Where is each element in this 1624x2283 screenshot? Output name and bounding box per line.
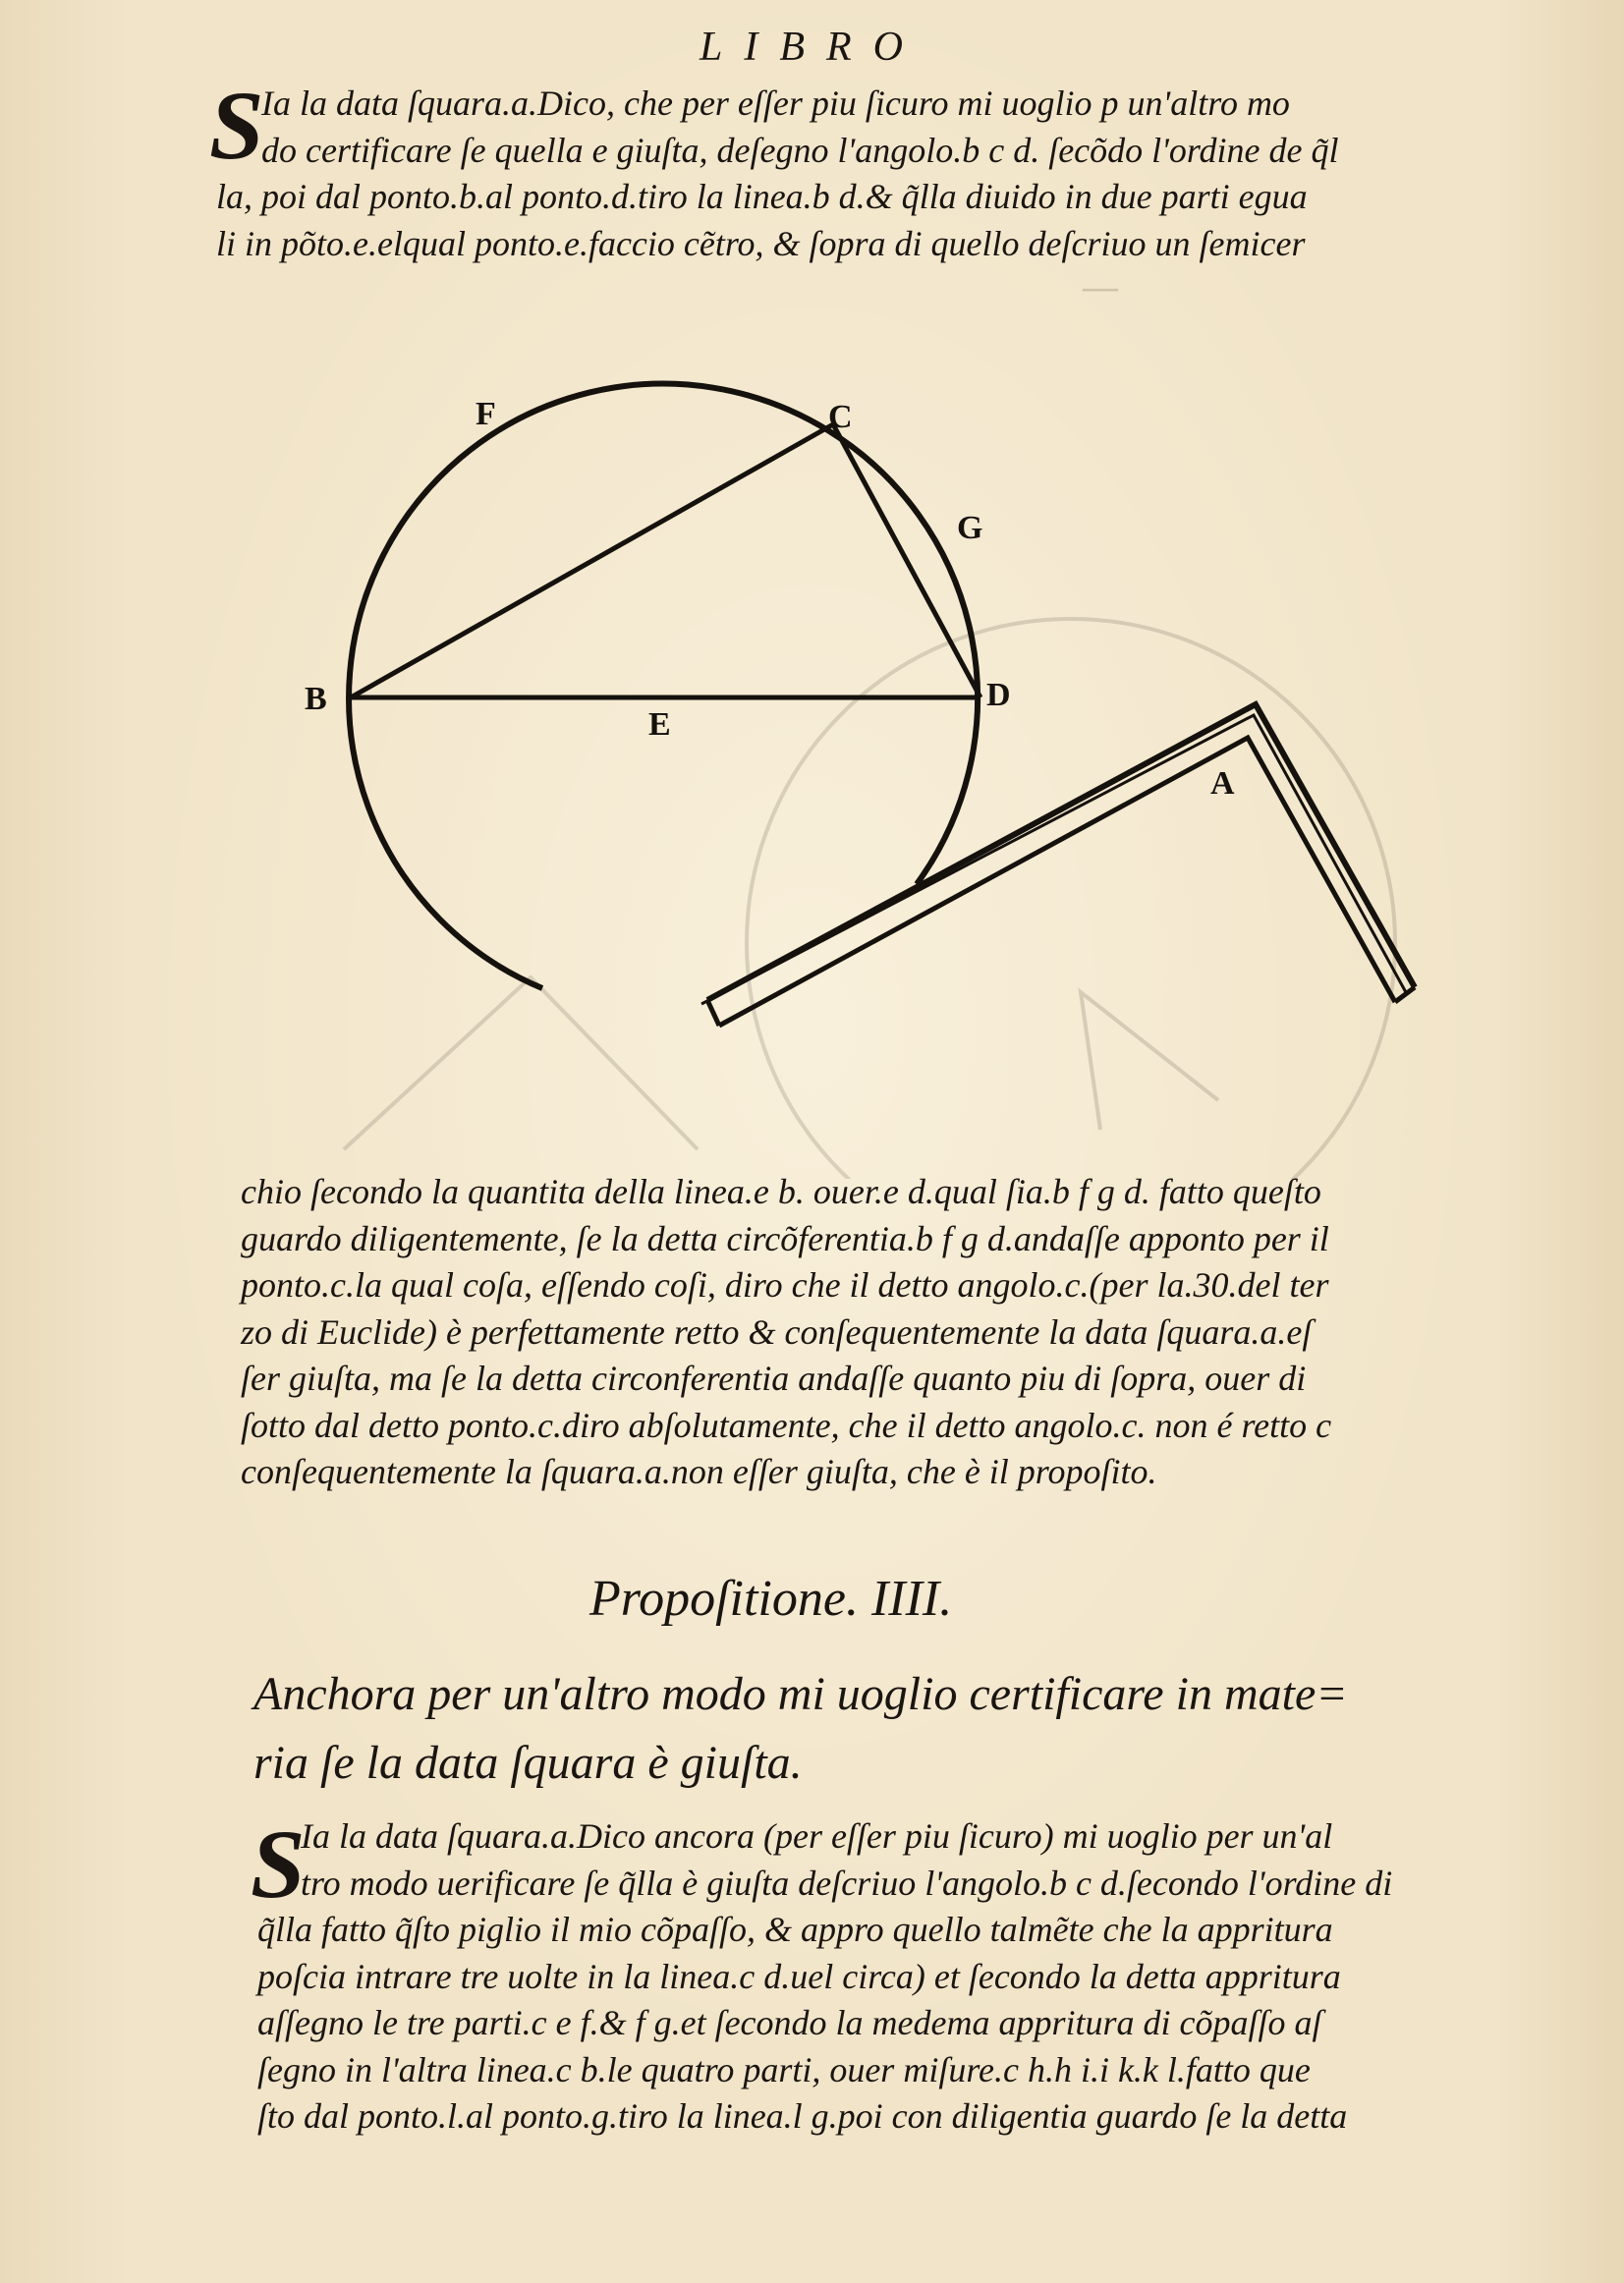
paragraph-2: [241, 1169, 1538, 1496]
running-header: LIBRO: [700, 25, 924, 70]
text-line: q̃lla fatto q̃ſto piglio il mio cõpaſſo, & appro quello talmẽte che la appritura: [257, 1910, 1333, 1949]
subtitle-line: Anchora per un'altro modo mi uoglio certificare in mate=: [253, 1668, 1348, 1720]
line-bc: [351, 424, 833, 697]
label-b: B: [305, 681, 327, 717]
text-line: aſſegno le tre parti.c e f.& f g.et ſecondo la medema appritura di cõpaſſo aſ: [257, 2003, 1322, 2042]
drop-cap-1: S: [209, 71, 264, 180]
line-cd: [833, 424, 983, 697]
subtitle-line: ria ſe la data ſquara è giuſta.: [253, 1737, 803, 1789]
label-a: A: [1210, 765, 1235, 802]
text-line: Ia la data ſquara.a.Dico, che per eſſer piu ſicuro mi uoglio p un'altro mo: [261, 84, 1290, 123]
semicircle-arc: [349, 384, 978, 988]
bleed-through-text: —: [1081, 265, 1120, 310]
text-line: ſotto dal detto ponto.c.diro abſolutamente, che il detto angolo.c. non é retto c: [241, 1405, 1332, 1445]
proposition-subtitle: [253, 1660, 1348, 1798]
text-line: zo di Euclide) è perfettamente retto & conſequentemente la data ſquara.a.eſ: [241, 1311, 1313, 1352]
label-f: F: [476, 396, 496, 432]
text-line: chio ſecondo la quantita della linea.e b. ouer.e d.qual ſia.b f g d. fatto queſto: [241, 1172, 1321, 1211]
paragraph-3: [257, 1813, 1554, 2141]
text-line: ponto.c.la qual coſa, eſſendo coſi, diro che il detto angolo.c.(per la.30.del ter: [241, 1265, 1329, 1305]
text-line: guardo diligentemente, ſe la detta circõferentia.b f g d.andaſſe apponto per il: [241, 1218, 1329, 1258]
text-line: poſcia intrare tre uolte in la linea.c d.uel circa) et ſecondo la detta appritura: [257, 1956, 1341, 1996]
bleed-through-figure: [344, 619, 1395, 1179]
text-line: la, poi dal ponto.b.al ponto.d.tiro la linea.b d.& q̃lla diuido in due parti egua: [216, 177, 1308, 216]
text-line: Ia la data ſquara.a.Dico ancora (per eſſer piu ſicuro) mi uoglio per un'al: [301, 1816, 1333, 1856]
text-line: tro modo uerificare ſe q̃lla è giuſta deſcriuo l'angolo.b c d.ſecondo l'ordine di: [301, 1863, 1393, 1903]
label-e: E: [648, 706, 671, 743]
label-c: C: [828, 399, 853, 435]
proposition-title: Propoſitione. IIII.: [589, 1571, 953, 1627]
text-line: li in põto.e.elqual ponto.e.faccio cẽtro, & ſopra di quello deſcriuo un ſemicer: [216, 223, 1306, 263]
text-line: conſequentemente la ſquara.a.non eſſer giuſta, che è il propoſito.: [241, 1452, 1157, 1491]
text-line: ſegno in l'altra linea.c b.le quatro parti, ouer miſure.c h.h i.i k.k l.fatto que: [257, 2049, 1311, 2089]
label-d: D: [986, 677, 1011, 713]
text-line: do certificare ſe quella e giuſta, deſegno l'angolo.b c d. ſecõdo l'ordine de q̃l: [261, 130, 1339, 170]
text-line: ſto dal ponto.l.al ponto.g.tiro la linea.l g.poi con diligentia guardo ſe la detta: [257, 2096, 1348, 2136]
text-line: ſer giuſta, ma ſe la detta circonferentia andaſſe quanto piu di ſopra, ouer di: [241, 1359, 1307, 1398]
label-g: G: [957, 510, 983, 546]
drop-cap-3: S: [251, 1810, 306, 1919]
